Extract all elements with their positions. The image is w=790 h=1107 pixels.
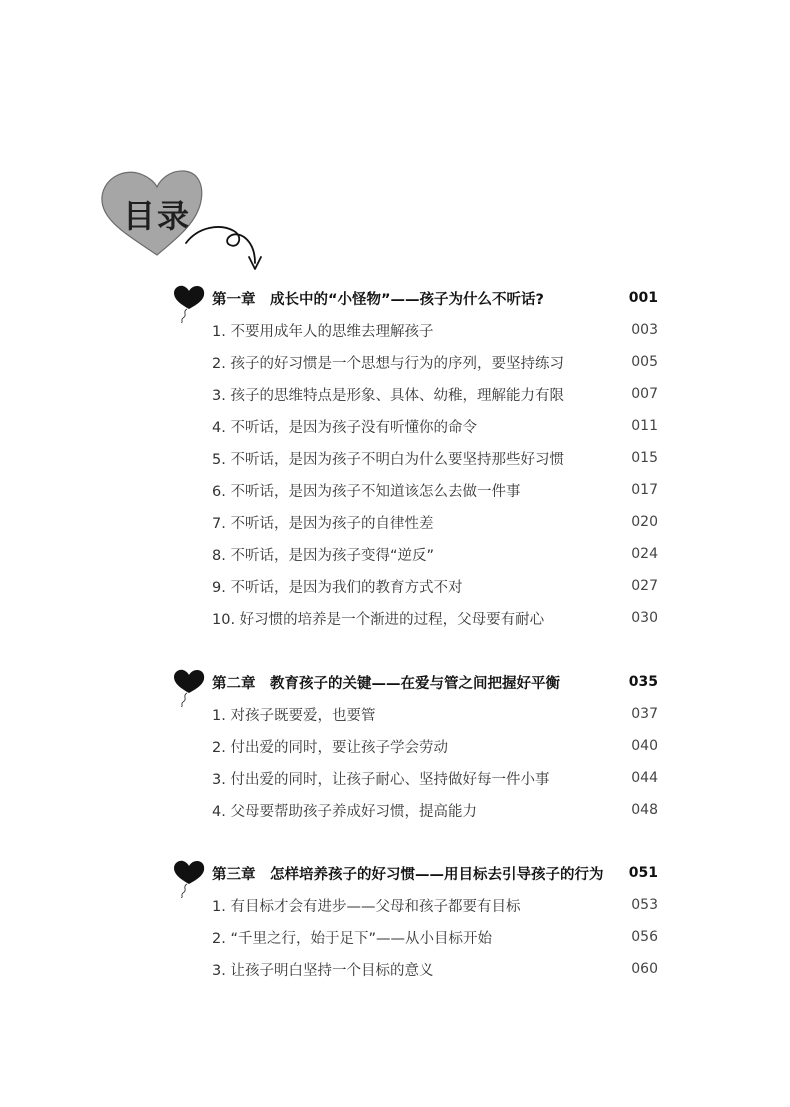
entry-title: 1. 有目标才会有进步——父母和孩子都要有目标 <box>212 898 521 915</box>
toc-entry[interactable] <box>212 957 658 981</box>
heart-balloon-icon <box>172 667 206 707</box>
toc-entry[interactable] <box>212 382 658 406</box>
chapter-page: 001 <box>628 290 658 306</box>
entry-page: 011 <box>631 418 658 434</box>
toc-entry[interactable] <box>212 542 658 566</box>
entry-page: 030 <box>631 610 658 626</box>
toc-entry[interactable] <box>212 734 658 758</box>
curly-arrow-icon <box>186 227 255 263</box>
entry-title: 9. 不听话，是因为我们的教育方式不对 <box>212 579 463 596</box>
toc-entry[interactable] <box>212 574 658 598</box>
entry-page: 044 <box>631 770 658 786</box>
toc-header <box>98 165 268 280</box>
entry-page: 007 <box>631 386 658 402</box>
entry-title: 2. 付出爱的同时，要让孩子学会劳动 <box>212 739 448 756</box>
entry-title: 4. 父母要帮助孩子养成好习惯，提高能力 <box>212 803 477 820</box>
entry-title: 10. 好习惯的培养是一个渐进的过程，父母要有耐心 <box>212 611 545 628</box>
toc-title: 目录 <box>122 197 191 235</box>
entry-page: 003 <box>631 322 658 338</box>
entry-title: 2. “千里之行，始于足下”——从小目标开始 <box>212 930 492 947</box>
entry-page: 053 <box>631 897 658 913</box>
heart-balloon-icon <box>172 858 206 898</box>
entry-title: 1. 不要用成年人的思维去理解孩子 <box>212 323 434 340</box>
entry-title: 3. 付出爱的同时，让孩子耐心、坚持做好每一件小事 <box>212 771 550 788</box>
chapter-page: 051 <box>628 865 658 881</box>
entry-page: 040 <box>631 738 658 754</box>
toc-entry[interactable] <box>212 702 658 726</box>
entry-title: 7. 不听话，是因为孩子的自律性差 <box>212 515 434 532</box>
toc-entry[interactable] <box>212 510 658 534</box>
toc-entry[interactable] <box>212 318 658 342</box>
toc-entry[interactable] <box>212 478 658 502</box>
toc-entry[interactable] <box>212 414 658 438</box>
entry-title: 5. 不听话，是因为孩子不明白为什么要坚持那些好习惯 <box>212 451 564 468</box>
entry-title: 8. 不听话，是因为孩子变得“逆反” <box>212 547 434 564</box>
entry-title: 4. 不听话，是因为孩子没有听懂你的命令 <box>212 419 477 436</box>
entry-title: 1. 对孩子既要爱，也要管 <box>212 707 376 724</box>
entry-page: 020 <box>631 514 658 530</box>
entry-title: 6. 不听话，是因为孩子不知道该怎么去做一件事 <box>212 483 521 500</box>
chapter-heading[interactable] <box>212 670 658 694</box>
entry-page: 048 <box>631 802 658 818</box>
heart-balloon-icon <box>172 283 206 323</box>
entry-page: 024 <box>631 546 658 562</box>
toc-entry[interactable] <box>212 798 658 822</box>
entry-page: 015 <box>631 450 658 466</box>
chapter-page: 035 <box>628 674 658 690</box>
entry-title: 3. 让孩子明白坚持一个目标的意义 <box>212 962 434 979</box>
toc-entry[interactable] <box>212 893 658 917</box>
chapter-heading[interactable] <box>212 861 658 885</box>
toc-entry[interactable] <box>212 350 658 374</box>
toc-entry[interactable] <box>212 446 658 470</box>
toc-entry[interactable] <box>212 766 658 790</box>
entry-page: 027 <box>631 578 658 594</box>
entry-page: 037 <box>631 706 658 722</box>
chapter-title: 第三章 怎样培养孩子的好习惯——用目标去引导孩子的行为 <box>212 866 604 883</box>
entry-page: 056 <box>631 929 658 945</box>
entry-page: 060 <box>631 961 658 977</box>
chapter-title: 第一章 成长中的“小怪物”——孩子为什么不听话? <box>212 291 544 308</box>
entry-page: 005 <box>631 354 658 370</box>
chapter-title: 第二章 教育孩子的关键——在爱与管之间把握好平衡 <box>212 675 560 692</box>
entry-page: 017 <box>631 482 658 498</box>
toc-entry[interactable] <box>212 606 658 630</box>
entry-title: 3. 孩子的思维特点是形象、具体、幼稚，理解能力有限 <box>212 387 564 404</box>
entry-title: 2. 孩子的好习惯是一个思想与行为的序列，要坚持练习 <box>212 355 564 372</box>
toc-entry[interactable] <box>212 925 658 949</box>
chapter-heading[interactable] <box>212 286 658 310</box>
